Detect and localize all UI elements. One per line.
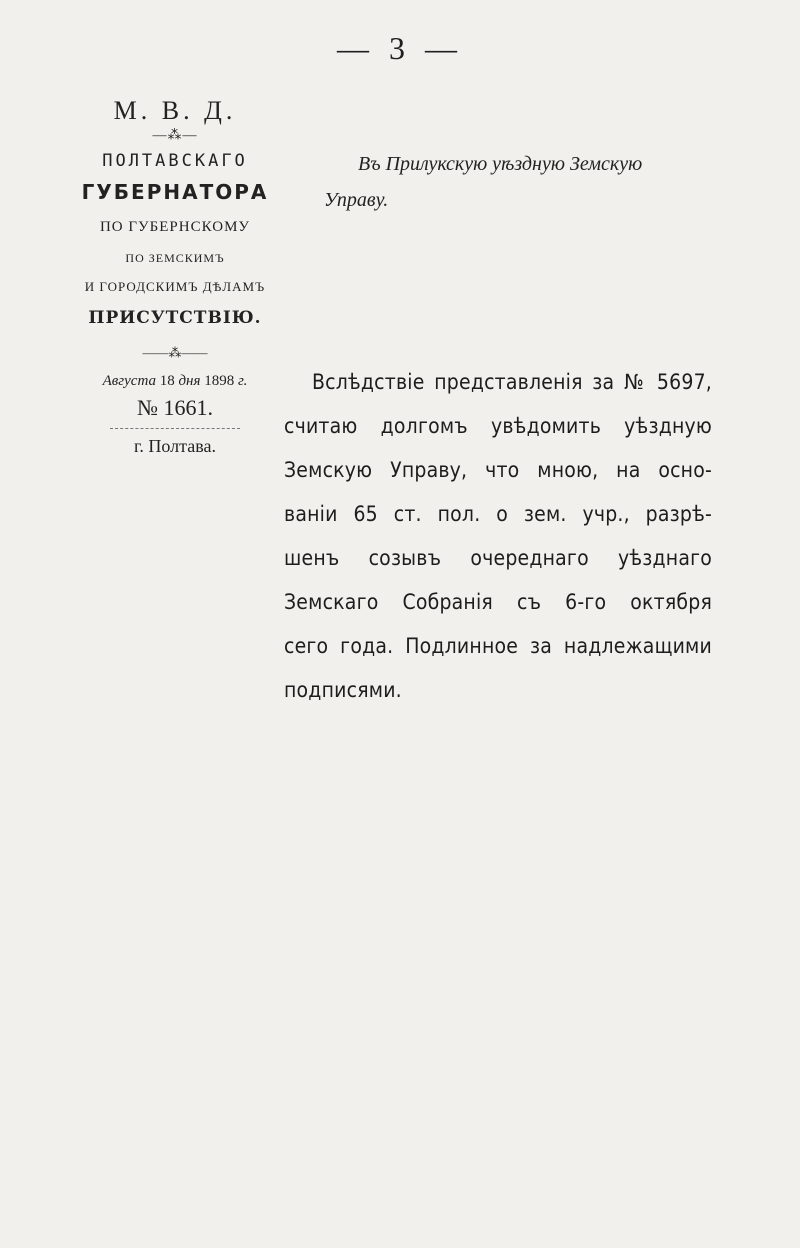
date-suffix: г. bbox=[237, 373, 248, 389]
letterhead bbox=[60, 96, 290, 459]
body-line: Вслѣдствіе представленія за № 5697, bbox=[312, 370, 712, 394]
ornament-bottom: ——⁂—— bbox=[142, 345, 208, 360]
letterhead-line-2: ГУБЕРНАТОРА bbox=[81, 180, 269, 204]
body-line: сего года. Подлинное за надлежащими bbox=[284, 634, 712, 658]
body-line: шенъ созывъ очереднаго уѣзднаго bbox=[284, 546, 712, 570]
body-line: подписями. bbox=[284, 678, 402, 702]
addressee-line-1: Въ Прилукскую уѣздную Земскую bbox=[358, 153, 643, 175]
body-line: Земскаго Собранія съ 6-го октября bbox=[284, 590, 712, 614]
letterhead-line-4: ПО ЗЕМСКИМЪ bbox=[125, 251, 225, 265]
body-line: Земскую Управу, что мною, на осно- bbox=[284, 458, 712, 482]
body-line: считаю долгомъ увѣдомить уѣздную bbox=[284, 414, 712, 438]
document-city: г. Полтава. bbox=[134, 436, 216, 456]
letterhead-line-3: ПО ГУБЕРНСКОМУ bbox=[99, 219, 251, 235]
document-number: № 1661. bbox=[137, 395, 213, 420]
page-number: — 3 — bbox=[337, 30, 463, 66]
body-line: ваніи 65 ст. пол. о зем. учр., разрѣ- bbox=[284, 502, 712, 526]
addressee bbox=[324, 146, 734, 218]
ornament-top: —⁂— bbox=[152, 128, 198, 143]
letter-body bbox=[284, 360, 712, 712]
letterhead-line-5: И ГОРОДСКИМЪ ДѢЛАМЪ bbox=[84, 279, 266, 294]
number-underline bbox=[110, 424, 240, 429]
date-month: Августа bbox=[102, 373, 156, 389]
date-day: 18 bbox=[159, 373, 175, 389]
document-date bbox=[60, 370, 290, 392]
date-word: дня bbox=[178, 373, 201, 389]
ministry-abbreviation: М. В. Д. bbox=[113, 96, 237, 125]
date-year: 1898 bbox=[204, 373, 235, 389]
letterhead-line-1: ПОЛТАВСКАГО bbox=[102, 151, 248, 171]
letterhead-line-6: ПРИСУТСТВІЮ. bbox=[88, 308, 262, 328]
addressee-line-2: Управу. bbox=[324, 189, 389, 211]
